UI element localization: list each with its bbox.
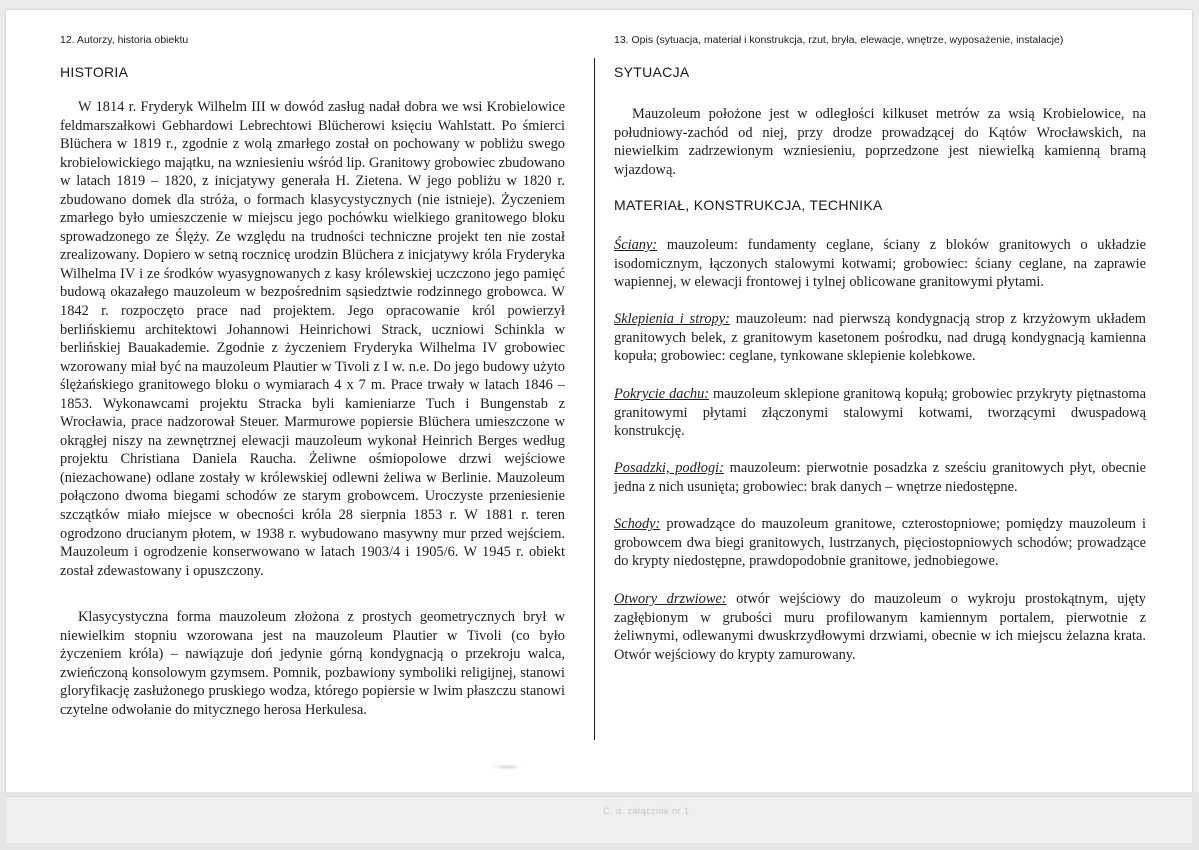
floors-label: Posadzki, podłogi:: [614, 460, 724, 476]
doors-text: otwór wejściowy do mauzoleum o wykroju prostokątnym, ujęty zagłębionym w grubości muru profilowanym kamiennym portalem, pierwotnie z żeliwnymi, odlewanymi dwuskrzydłowymi drzwiami, obecnie w ich miejscu żelazna krata. Otwór wejściowy do krypty zamurowany.: [614, 591, 1146, 663]
walls-text: mauzoleum: fundamenty ceglane, ściany z bloków granitowych o układzie isodomicznym, łączonych stalowymi kotwami; grobowiec: ściany ceglane, na zaprawie wapiennej, w elewacji frontowej i tylnej oblicowane granitowymi płytami.: [614, 237, 1146, 291]
history-paragraph-1: W 1814 r. Fryderyk Wilhelm III w dowód zasług nadał dobra we wsi Krobielowice feldmarszałkowi Gebhardowi Lebrechtowi Blücherowi księciu Wahlstatt. Po śmierci Blüchera w 1819 r., zgodnie z wolą zmarłego został on pochowany w pobliżu swego krobielowickiego majątku, na wzniesieniu wśród lip. Granitowy grobowiec zbudowano w latach 1819 – 1820, z inicjatywy generała H. Zietena. W jego pobliżu w 1820 r. zbudowano domek dla stróża, o formach klasycystycznych (nie istnieje). Życzeniem zmarłego było umieszczenie w miejscu jego pochówku wielkiego granitowego bloku sprowadzonego ze Ślęży. Ze względu na trudności techniczne projekt ten nie został zrealizowany. Dopiero w setną rocznicę urodzin Blüchera z inicjatywy króla Fryderyka Wilhelma IV i ze środków wyasygnowanych z kasy królewskiej uczczono jego pamięć budową okazałego mauzoleum w bezpośrednim sąsiedztwie rodzinnego grobowca. W 1842 r. rozpoczęto prace nad projektem. Jego opracowanie król powierzył berlińskiemu architektowi Johannowi Heinrichowi Strack, uczniowi Schinkla w berlińskiej Bauakademie. Zgodnie z życzeniem Fryderyka Wilhelma IV grobowiec wzorowany miał być na mauzoleum Plautier w Tivoli z I w. n.e. Do jego budowy użyto ślężańskiego granitowego bloku o wymiarach 4 x 7 m. Prace trwały w latach 1846 – 1853. Wykonawcami projektu Stracka byli kamieniarze Tuch i Bungenstab z Wrocławia, prace nadzorował Steuer. Marmurowe popiersie Blüchera umieszczone w okrągłej niszy na zewnętrznej elewacji mauzoleum wykonał Heinrich Berges według projektu Christiana Daniela Raucha. Żeliwne ośmiopolowe drzwi wejściowe (niezachowane) odlane zostały w królewskiej odlewni żeliwa w Berlinie. Mauzoleum połączono dwoma biegami schodów ze starym grobowcem. Uroczyste przeniesienie szczątków miało miejsce w obecności króla 28 sierpnia 1853 r. W 1881 r. teren ogrodzono drucianym płotem, w 1938 r. wybudowano masywny mur przed wejściem. Mauzoleum i ogrodzenie konserwowano w latach 1903/4 i 1905/6. W 1945 r. obiekt został zdewastowany i opuszczony.: [60, 99, 565, 579]
doors-label: Otwory drzwiowe:: [614, 591, 727, 607]
vaults-item: [614, 310, 1146, 366]
left-section-header: 12. Autorzy, historia obiektu: [60, 34, 189, 46]
scan-smudge: [492, 764, 522, 770]
vaults-label: Sklepienia i stropy:: [614, 311, 730, 327]
stairs-label: Schody:: [614, 516, 661, 532]
footer-note: C. d. załącznik nr 1: [603, 806, 690, 816]
column-divider: [594, 58, 595, 740]
floors-item: [614, 459, 1146, 496]
roof-label: Pokrycie dachu:: [614, 386, 710, 402]
scan-bottom-card: [6, 796, 1192, 843]
roof-text: mauzoleum sklepione granitową kopułą; grobowiec przykryty piętnastoma granitowymi płytami złączonymi stalowymi kotwami, tworzącymi dwuspadową konstrukcję.: [614, 386, 1146, 440]
stairs-text: prowadzące do mauzoleum granitowe, czterostopniowe; pomiędzy mauzoleum i grobowcem dwa biegi granitowych, lustrzanych, pięciostopniowych schodów; prowadzące do krypty niedostępne, prawdopodobnie granitowe, jednobiegowe.: [614, 516, 1146, 570]
roof-item: [614, 385, 1146, 441]
floors-text: mauzoleum: pierwotnie posadzka z sześciu granitowych płyt, obecnie jedna z nich usunięta; grobowiec: brak danych – wnętrze niedostępne.: [614, 460, 1146, 495]
material-title: MATERIAŁ, KONSTRUKCJA, TECHNIKA: [614, 197, 883, 213]
situation-paragraph: Mauzoleum położone jest w odległości kilkuset metrów za wsią Krobielowice, na południowy-zachód od niej, przy drodze prowadzącej do Kątów Wrocławskich, na niewielkim zadrzewionym wzniesieniu, poprzedzone jest niewielką kamienną bramą wjazdową.: [614, 106, 1146, 178]
right-section-header: 13. Opis (sytuacja, materiał i konstrukcja, rzut, bryła, elewacje, wnętrze, wyposażenie, instalacje): [614, 34, 1064, 46]
walls-label: Ściany:: [614, 237, 658, 253]
history-paragraph-2: Klasycystyczna forma mauzoleum złożona z prostych geometrycznych brył w niewielkim stopniu wzorowana jest na mauzoleum Plautier w Tivoli (co było życzeniem króla) – nawiązuje doń jedynie górną kondygnacją o przekroju walca, zwieńczoną konsolowym gzymsem. Pomnik, pozbawiony symboliki religijnej, stanowi gloryfikację zasłużonego pruskiego wodza, którego popiersie w lwim płaszczu stanowi czytelne odwołanie do mitycznego herosa Herkulesa.: [60, 609, 565, 718]
history-title: HISTORIA: [60, 64, 129, 80]
stairs-item: [614, 515, 1146, 571]
situation-title: SYTUACJA: [614, 64, 690, 80]
vaults-text: mauzoleum: nad pierwszą kondygnacją strop z krzyżowym układem granitowych belek, z granitowym kasetonem pośrodku, nad drugą kondygnacją kamienna kopuła; grobowiec: ceglane, tynkowane sklepienie kolebkowe.: [614, 311, 1146, 365]
doors-item: [614, 590, 1146, 664]
walls-item: [614, 236, 1146, 292]
